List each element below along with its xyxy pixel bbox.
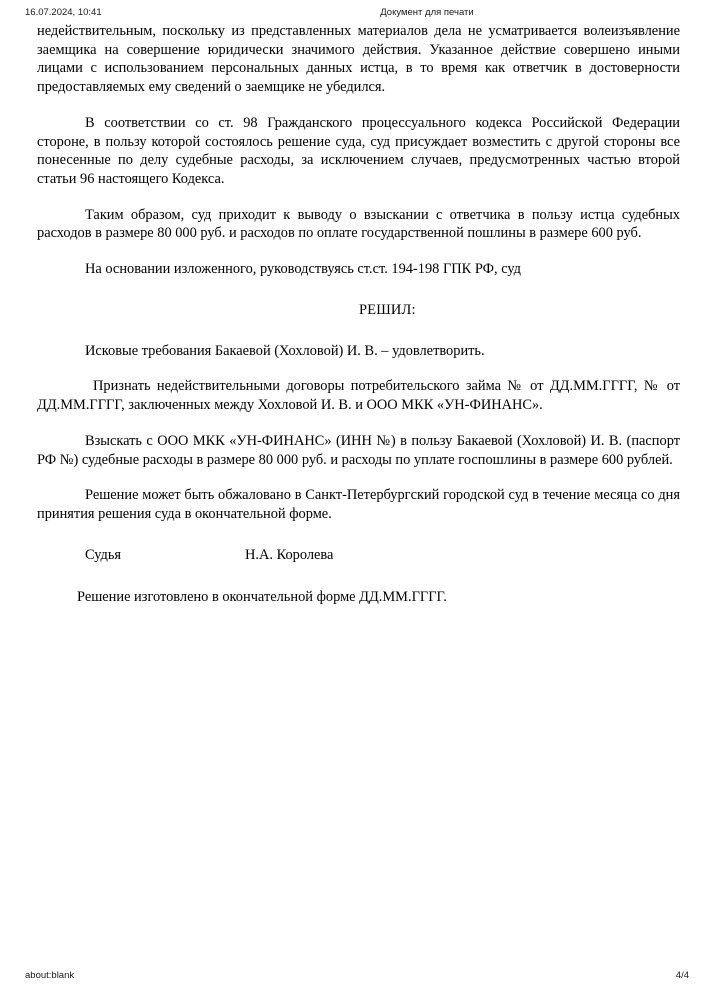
ruling-heading: РЕШИЛ: (359, 301, 416, 318)
print-header (0, 6, 714, 20)
paragraph-spacer (37, 243, 680, 260)
paragraph-spacer (37, 524, 680, 546)
signature-block (37, 546, 680, 566)
print-footer (0, 969, 714, 983)
paragraph-spacer (37, 97, 680, 114)
paragraph-article-98: В соответствии со ст. 98 Гражданского процессуального кодекса Российской Федерации стороне, в пользу которой состоялось решение суда, суд присуждает возместить с другой стороны все понесенные по делу судебные расходы, за исключением случаев, предусмотренных частью второй статьи 96 настоящего Кодекса. (37, 114, 680, 188)
paragraph-spacer (37, 566, 680, 588)
paragraph-spacer (37, 360, 680, 377)
paragraph-appeal: Решение может быть обжаловано в Санкт-Петербургский городской суд в течение месяца со дня принятия решения суда в окончательной форме. (37, 487, 680, 522)
print-footer-page-indicator: 4/4 (675, 970, 689, 981)
document-body (37, 22, 680, 606)
signature-role: Судья (85, 546, 122, 563)
paragraph-void-contracts: Признать недействительными договоры потребительского займа № от ДД.ММ.ГГГГ, № от ДД.ММ.ГГГГ, заключенных между Хохловой И. В. и ООО МКК «УН-ФИНАНС». (37, 378, 680, 414)
print-header-title: Документ для печати (380, 7, 474, 18)
paragraph-spacer (37, 279, 680, 301)
paragraph-spacer (37, 189, 680, 206)
paragraph-legal-basis: На основании изложенного, руководствуясь ст.ст. 194-198 ГПК РФ, суд (85, 261, 522, 278)
paragraph-final-note: Решение изготовлено в окончательной форме ДД.ММ.ГГГГ. (77, 588, 447, 605)
paragraph-spacer (37, 415, 680, 432)
paragraph-conclusion-costs: Таким образом, суд приходит к выводу о взыскании с ответчика в пользу истца судебных расходов в размере 80 000 руб. и расходов по оплате государственной пошлины в размере 600 руб. (37, 206, 680, 242)
paragraph-spacer (37, 320, 680, 342)
paragraph-invalidity-continued: недействительным, поскольку из представленных материалов дела не усматривается волеизъявление заемщика на совершение юридически значимого действия. Указанное действие совершено иными лицами с использованием персональных данных истца, в то время как ответчик в достоверности предоставляемых ему сведений о заемщике не убедился. (37, 23, 680, 96)
signature-name: Н.А. Королева (245, 546, 334, 563)
print-header-datetime: 16.07.2024, 10:41 (25, 7, 102, 18)
paragraph-satisfy-claim: Исковые требования Бакаевой (Хохловой) И. В. – удовлетворить. (85, 342, 485, 359)
paragraph-spacer (37, 469, 680, 486)
print-footer-url: about:blank (25, 970, 75, 981)
paragraph-recover-costs: Взыскать с ООО МКК «УН-ФИНАНС» (ИНН №) в пользу Бакаевой (Хохловой) И. В. (паспорт РФ №) судебные расходы в размере 80 000 руб. и расходы по уплате госпошлины в размере 600 рублей. (37, 432, 680, 468)
